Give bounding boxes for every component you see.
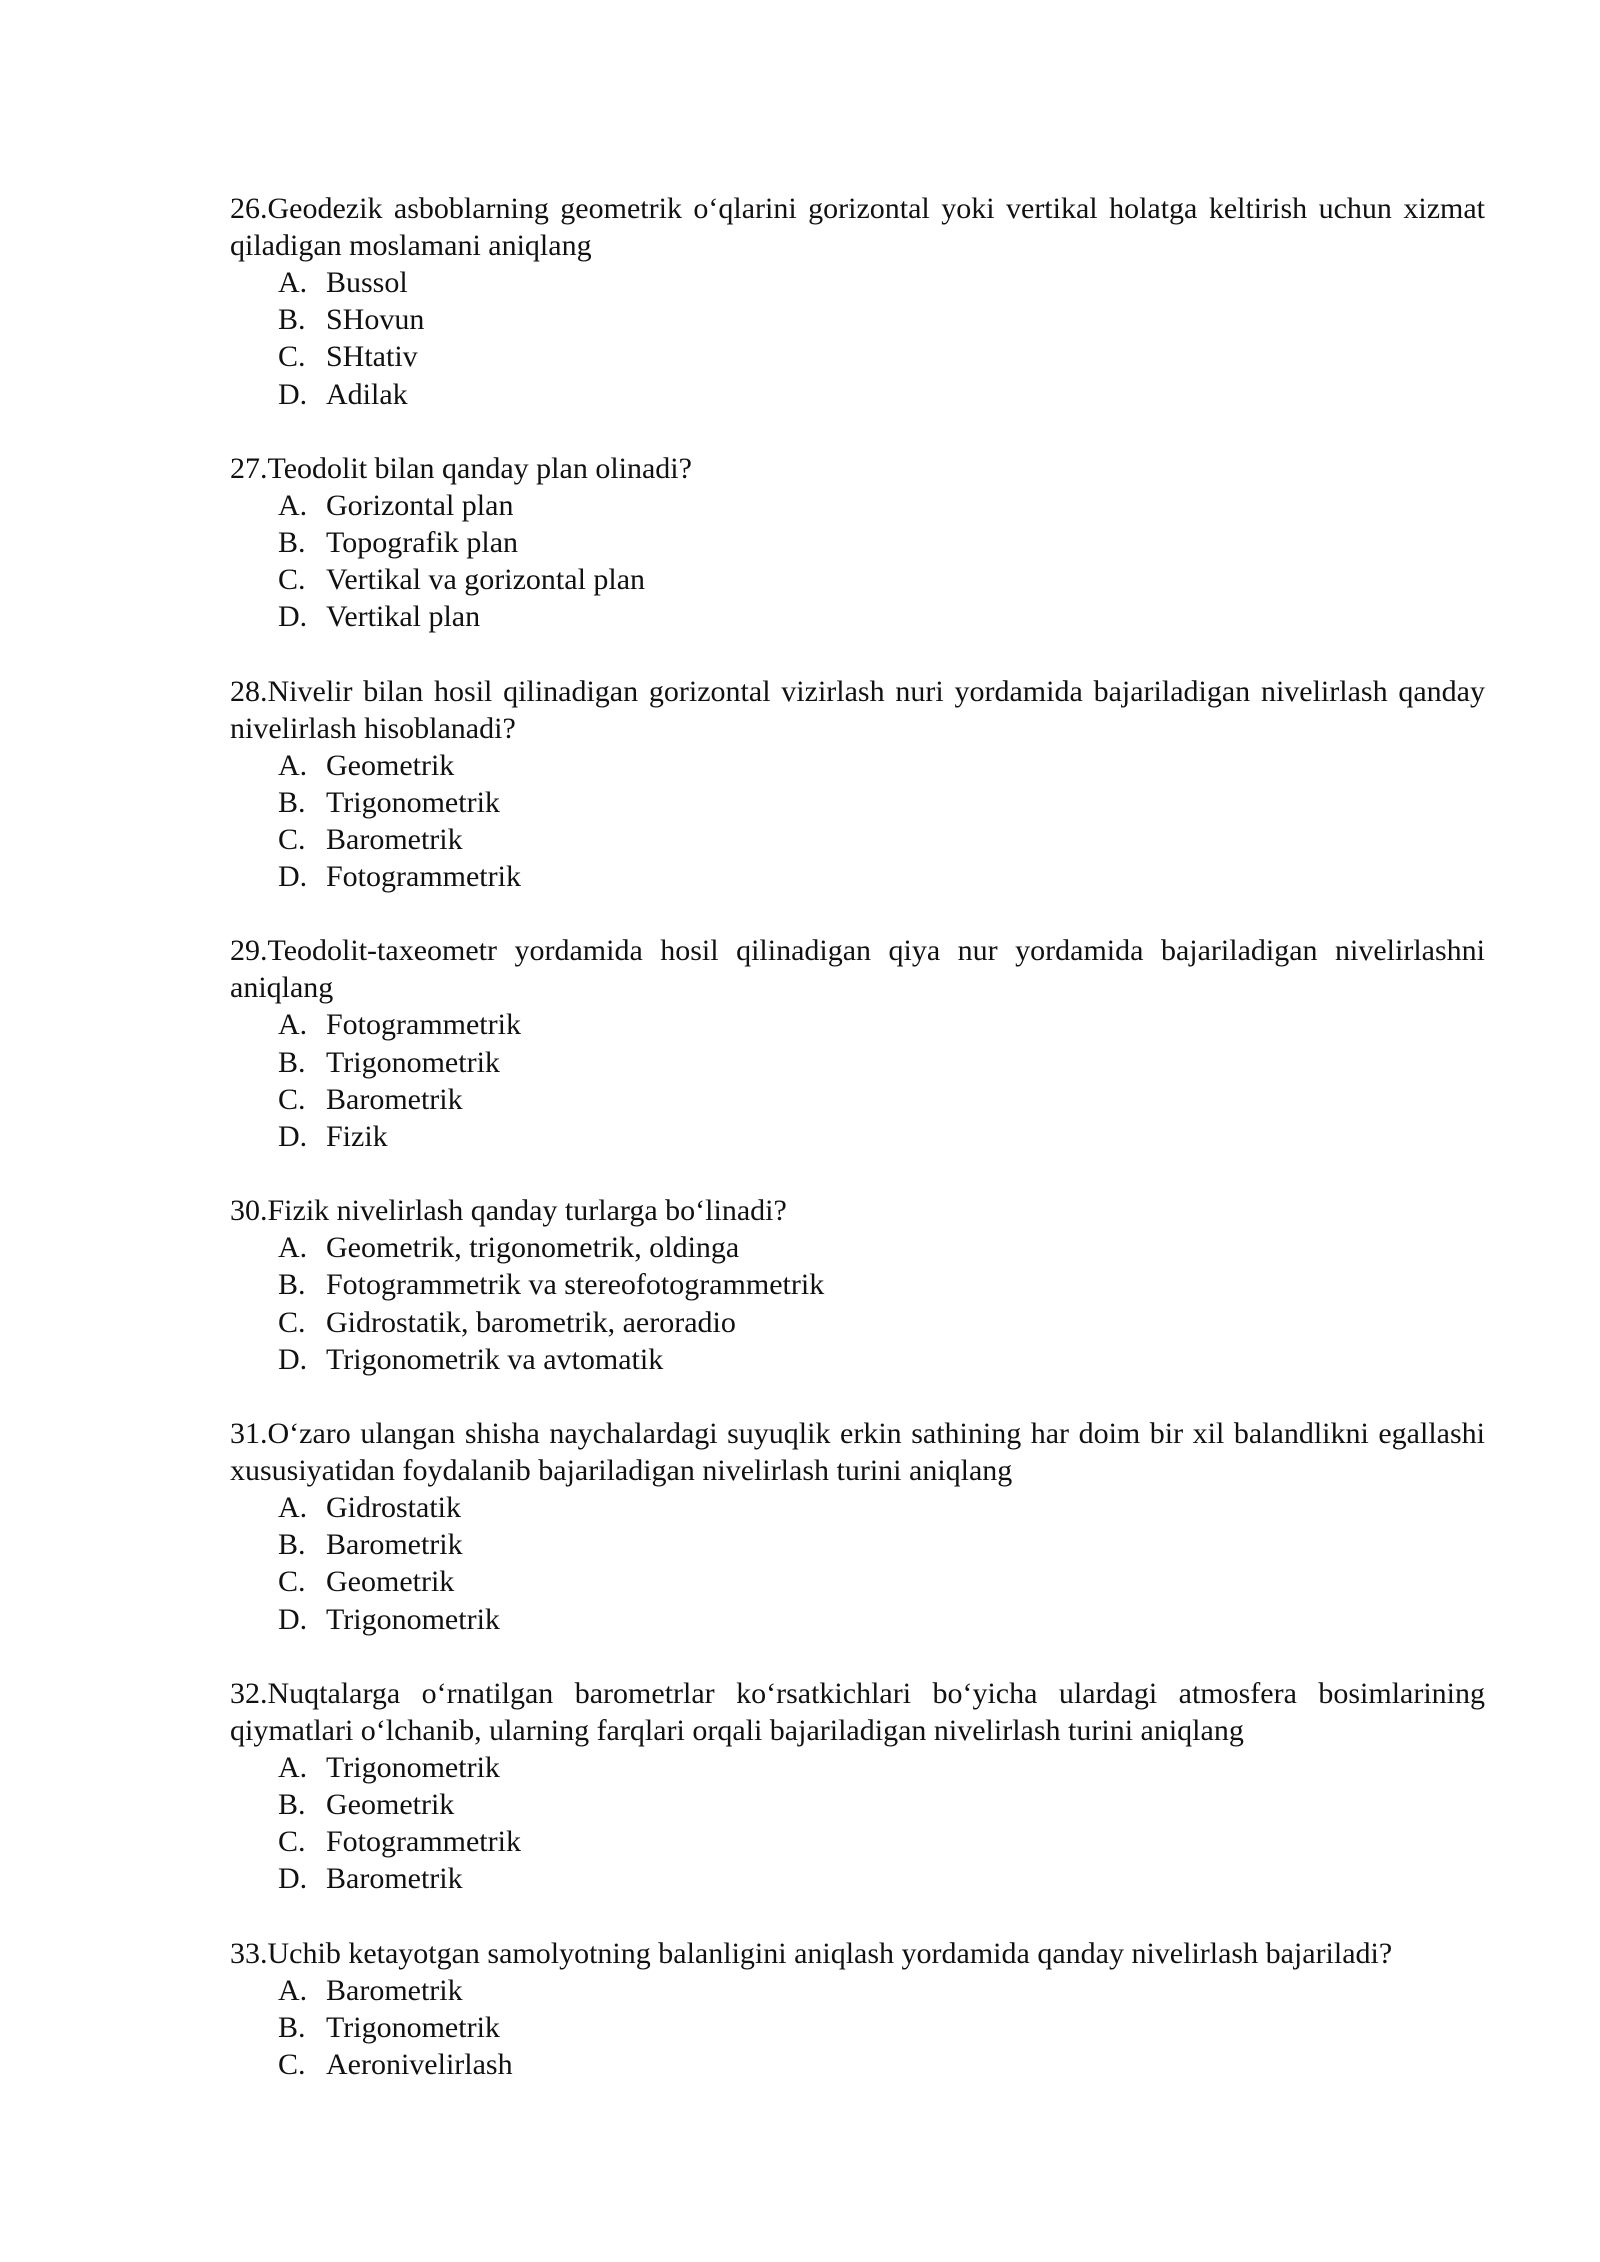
option-letter: B. (278, 1268, 306, 1302)
option-text: Trigonometrik (326, 785, 500, 819)
option-text: Aeronivelirlash (326, 2048, 513, 2082)
option-text: Trigonometrik (326, 1045, 500, 1079)
option-letter: C. (278, 563, 306, 597)
option-b (278, 1526, 1485, 1563)
option-c (278, 821, 1485, 858)
question-text: 31.O‘zaro ulangan shisha naychalardagi suyuqlik erkin sathining har doim bir xil balandlikni egallashi xususiyatidan foydalanib bajariladigan nivelirlash turini aniqlang (230, 1417, 1485, 1488)
option-letter: B. (278, 1528, 306, 1562)
option-text: Fotogrammetrik (326, 1825, 521, 1859)
option-letter: C. (278, 340, 306, 374)
option-letter: C. (278, 2048, 306, 2082)
option-text: Barometrik (326, 1082, 463, 1116)
option-list (230, 487, 1485, 636)
question-text: 32.Nuqtalarga o‘rnatilgan barometrlar ko‘rsatkichlari bo‘yicha ulardagi atmosfera bosimlarining qiymatlari o‘lchanib, ularning farqlari orqali bajariladigan nivelirlash turini aniqlang (230, 1676, 1485, 1747)
option-d (278, 598, 1485, 635)
option-letter: A. (278, 266, 308, 299)
question-33 (230, 1935, 1485, 2084)
question-31 (230, 1415, 1485, 1638)
question-27 (230, 450, 1485, 636)
option-text: Trigonometrik (326, 1750, 500, 1784)
question-text: 26.Geodezik asboblarning geometrik o‘qlarini gorizontal yoki vertikal holatga keltirish uchun xizmat qiladigan moslamani aniqlang (230, 192, 1485, 262)
option-text: Geometrik (326, 748, 455, 782)
option-text: Fotogrammetrik va stereofotogrammetrik (326, 1268, 825, 1302)
option-text: Vertikal va gorizontal plan (326, 563, 646, 597)
option-letter: B. (278, 785, 306, 819)
option-d (278, 858, 1485, 895)
option-text: Trigonometrik (326, 1602, 500, 1636)
option-letter: A. (278, 1491, 308, 1525)
question-text: 28.Nivelir bilan hosil qilinadigan gorizontal vizirlash nuri yordamida bajariladigan nivelirlash qanday nivelirlash hisoblanadi? (230, 674, 1485, 745)
question-text: 30.Fizik nivelirlash qanday turlarga bo‘linadi? (230, 1194, 787, 1228)
option-letter: D. (278, 1342, 308, 1376)
option-text: Barometrik (326, 823, 463, 857)
option-c (278, 1081, 1485, 1118)
option-c (278, 2046, 1485, 2083)
option-a (278, 487, 1485, 524)
option-letter: C. (278, 1082, 306, 1116)
option-b (278, 524, 1485, 561)
option-letter: B. (278, 1788, 306, 1822)
option-list (230, 1749, 1485, 1898)
option-text: SHtativ (326, 340, 418, 374)
option-text: Fizik (326, 1120, 388, 1154)
option-letter: A. (278, 1750, 308, 1784)
option-letter: A. (278, 488, 308, 522)
option-c (278, 338, 1485, 375)
option-text: Topografik plan (326, 526, 519, 560)
option-letter: D. (278, 377, 308, 411)
option-b (278, 784, 1485, 821)
option-a (278, 1229, 1485, 1266)
option-b (278, 1266, 1485, 1303)
option-letter: A. (278, 748, 308, 782)
option-text: Gorizontal plan (326, 488, 514, 522)
option-a (278, 264, 1485, 301)
option-list (230, 1229, 1485, 1378)
option-text: SHovun (326, 303, 425, 337)
option-list (230, 1489, 1485, 1638)
option-list (230, 1972, 1485, 2084)
question-28 (230, 673, 1485, 896)
option-letter: D. (278, 1120, 308, 1154)
option-d (278, 1860, 1485, 1897)
document-page (230, 190, 1485, 2120)
option-text: Barometrik (326, 1862, 463, 1896)
option-text: Gidrostatik, barometrik, aeroradio (326, 1305, 736, 1339)
option-letter: B. (278, 526, 306, 560)
option-letter: D. (278, 1602, 308, 1636)
option-text: Trigonometrik (326, 2010, 500, 2044)
option-letter: D. (278, 1862, 308, 1896)
option-list (230, 1006, 1485, 1155)
option-text: Trigonometrik va avtomatik (326, 1342, 664, 1376)
question-26 (230, 190, 1485, 413)
option-letter: B. (278, 2010, 306, 2044)
option-letter: D. (278, 600, 308, 634)
option-b (278, 301, 1485, 338)
option-a (278, 747, 1485, 784)
option-c (278, 561, 1485, 598)
option-list (230, 747, 1485, 896)
option-a (278, 1972, 1485, 2009)
option-letter: C. (278, 1305, 306, 1339)
option-text: Fotogrammetrik (326, 1008, 521, 1042)
option-text: Vertikal plan (326, 600, 481, 634)
option-d (278, 1341, 1485, 1378)
question-32 (230, 1675, 1485, 1898)
option-text: Bussol (326, 266, 408, 299)
option-letter: C. (278, 1825, 306, 1859)
option-letter: B. (278, 1045, 306, 1079)
option-b (278, 1044, 1485, 1081)
option-a (278, 1489, 1485, 1526)
option-c (278, 1563, 1485, 1600)
question-30 (230, 1192, 1485, 1378)
option-a (278, 1006, 1485, 1043)
option-text: Geometrik, trigonometrik, oldinga (326, 1231, 740, 1265)
option-b (278, 1786, 1485, 1823)
option-letter: A. (278, 1231, 308, 1265)
option-text: Fotogrammetrik (326, 860, 521, 894)
option-d (278, 1118, 1485, 1155)
option-text: Geometrik (326, 1565, 455, 1599)
option-b (278, 2009, 1485, 2046)
option-letter: A. (278, 1973, 308, 2007)
option-c (278, 1823, 1485, 1860)
question-text: 29.Teodolit-taxeometr yordamida hosil qilinadigan qiya nur yordamida bajariladigan nivelirlashni aniqlang (230, 934, 1485, 1005)
option-letter: C. (278, 1565, 306, 1599)
question-text: 33.Uchib ketayotgan samolyotning balanligini aniqlash yordamida qanday nivelirlash bajariladi? (230, 1936, 1393, 1970)
option-text: Barometrik (326, 1973, 463, 2007)
option-d (278, 1601, 1485, 1638)
option-c (278, 1304, 1485, 1341)
option-text: Gidrostatik (326, 1491, 461, 1525)
option-d (278, 376, 1485, 413)
option-letter: A. (278, 1008, 308, 1042)
option-text: Adilak (326, 377, 408, 411)
question-29 (230, 932, 1485, 1155)
option-letter: C. (278, 823, 306, 857)
option-text: Geometrik (326, 1788, 455, 1822)
option-letter: B. (278, 303, 306, 337)
option-text: Barometrik (326, 1528, 463, 1562)
option-letter: D. (278, 860, 308, 894)
option-a (278, 1749, 1485, 1786)
option-list (230, 264, 1485, 413)
question-text: 27.Teodolit bilan qanday plan olinadi? (230, 451, 692, 485)
